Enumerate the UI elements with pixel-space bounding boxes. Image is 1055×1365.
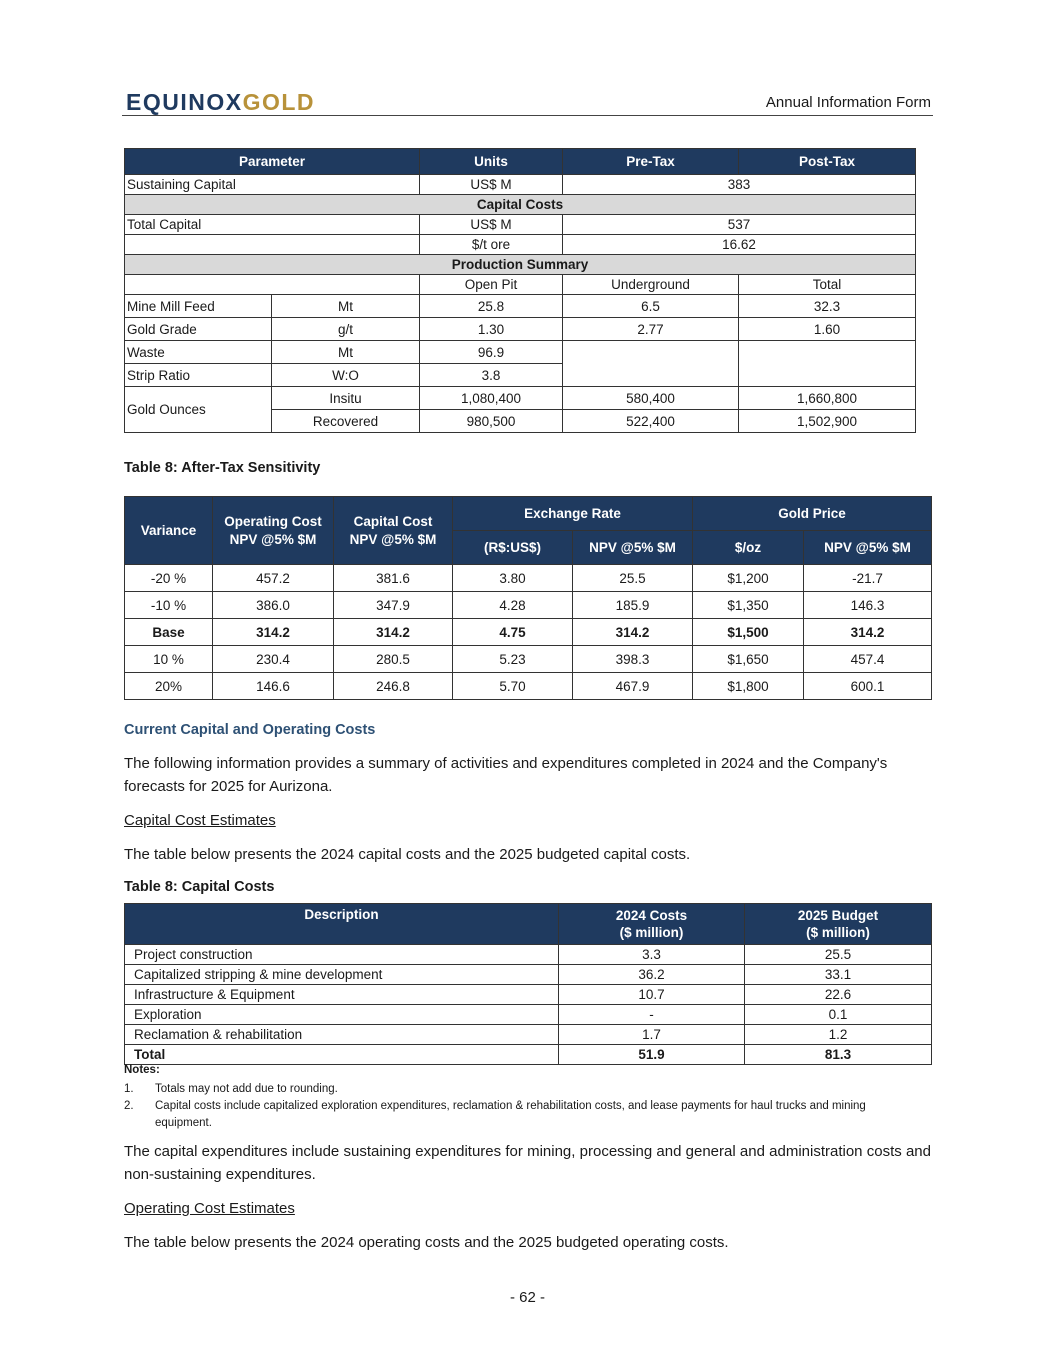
subheader-open-pit: Open Pit (420, 275, 563, 295)
table-row (125, 646, 932, 673)
col-header-2024-costs (559, 904, 745, 945)
table-row (125, 295, 916, 318)
page-number: - 62 - (509, 1289, 545, 1306)
table-row (125, 985, 932, 1005)
cell-value: 2.77 (563, 318, 739, 341)
cell-unit: g/t (272, 318, 420, 341)
cell-value: 32.3 (739, 295, 916, 318)
row-label: Total (125, 1045, 559, 1065)
cell-value: 1.30 (420, 318, 563, 341)
capex-subheading: Capital Cost Estimates (124, 812, 276, 829)
header-line: ($ million) (806, 925, 870, 940)
row-label-empty (125, 235, 420, 255)
table-caption-sensitivity: Table 8: After-Tax Sensitivity (124, 460, 321, 476)
table-cell: 246.8 (334, 673, 453, 700)
cell-unit: Mt (272, 341, 420, 364)
cell-value: 1,080,400 (420, 387, 563, 410)
table-cell: 457.2 (213, 565, 334, 592)
header-line: 2025 Budget (797, 908, 879, 923)
col-header-variance: Variance (125, 497, 213, 565)
cell-unit: Recovered (272, 410, 420, 433)
cell-unit: Mt (272, 295, 420, 318)
col-header-gold-price: Gold Price (693, 497, 932, 531)
col-header-exchange-rate: Exchange Rate (453, 497, 693, 531)
table-cell: $1,500 (693, 619, 804, 646)
after-tax-sensitivity-table (124, 496, 932, 700)
table-row (125, 341, 916, 364)
cell-unit: W:O (272, 364, 420, 387)
table-caption-capital-costs: Table 8: Capital Costs (124, 879, 275, 895)
cell-value: 537 (563, 215, 916, 235)
subheader-underground: Underground (563, 275, 739, 295)
table-cell: 146.6 (213, 673, 334, 700)
table-notes (124, 1062, 904, 1132)
intro-paragraph: The following information provides a summary of activities and expenditures completed in 2024 and the Company's forecasts for 2025 for Aurizona. (124, 755, 888, 795)
note-item (124, 1098, 904, 1132)
table-header-row (125, 904, 932, 945)
row-label: Mine Mill Feed (125, 295, 272, 318)
band-row (125, 195, 916, 215)
row-label: Strip Ratio (125, 364, 272, 387)
cell-value: 3.8 (420, 364, 563, 387)
row-label: Gold Grade (125, 318, 272, 341)
table-cell: 20% (125, 673, 213, 700)
table-cell: 36.2 (559, 965, 745, 985)
table-row (125, 565, 932, 592)
row-label: Infrastructure & Equipment (125, 985, 559, 1005)
opex-subheading: Operating Cost Estimates (124, 1200, 295, 1217)
table-cell: -10 % (125, 592, 213, 619)
capital-costs-table (124, 903, 932, 1065)
table-cell: 81.3 (745, 1045, 932, 1065)
header-line: 2024 Costs (615, 908, 688, 923)
row-label: Reclamation & rehabilitation (125, 1025, 559, 1045)
table-cell: 5.23 (453, 646, 573, 673)
col-header-posttax: Post-Tax (739, 149, 916, 175)
table-row (125, 235, 916, 255)
table-cell: $1,350 (693, 592, 804, 619)
table-cell: 5.70 (453, 673, 573, 700)
col-header-description: Description (125, 904, 559, 945)
table-row (125, 945, 932, 965)
cell-value: 16.62 (563, 235, 916, 255)
table-row (125, 275, 916, 295)
col-header-npv-exchange: NPV @5% $M (573, 531, 693, 565)
table-cell: 3.80 (453, 565, 573, 592)
cell-unit: US$ M (420, 175, 563, 195)
note-text: Capital costs include capitalized exploration expenditures, reclamation & rehabilitation costs, and lease payments for haul trucks and mining equipment. (155, 1100, 866, 1129)
capex-paragraph: The capital expenditures include sustaining expenditures for mining, processing and general and administration costs and non-sustaining expenditures. (124, 1143, 931, 1183)
table-cell: 22.6 (745, 985, 932, 1005)
table-cell: Base (125, 619, 213, 646)
subheader-total: Total (739, 275, 916, 295)
cell-value: 1,502,900 (739, 410, 916, 433)
table-cell: 10.7 (559, 985, 745, 1005)
row-label: Capitalized stripping & mine development (125, 965, 559, 985)
table-cell: 4.28 (453, 592, 573, 619)
cell-value: 1,660,800 (739, 387, 916, 410)
table-cell: 381.6 (334, 565, 453, 592)
table-row (125, 1025, 932, 1045)
document-title: Annual Information Form (765, 94, 931, 111)
band-production-summary: Production Summary (125, 255, 916, 275)
table-cell: - (559, 1005, 745, 1025)
table-cell: 314.2 (573, 619, 693, 646)
table-cell: 1.7 (559, 1025, 745, 1045)
col-header-rate: (R$:US$) (453, 531, 573, 565)
table-cell: 314.2 (334, 619, 453, 646)
table-cell: 1.2 (745, 1025, 932, 1045)
band-row (125, 255, 916, 275)
table-cell: $1,800 (693, 673, 804, 700)
col-header-oz: $/oz (693, 531, 804, 565)
col-header-pretax: Pre-Tax (563, 149, 739, 175)
table-cell: $1,200 (693, 565, 804, 592)
row-label: Total Capital (125, 215, 420, 235)
note-item (124, 1081, 904, 1098)
note-number: 1. (124, 1083, 134, 1095)
table-cell: $1,650 (693, 646, 804, 673)
col-header-parameter: Parameter (125, 149, 420, 175)
cell-empty (125, 275, 420, 295)
row-label: Project construction (125, 945, 559, 965)
table-cell: 398.3 (573, 646, 693, 673)
table-cell: 314.2 (213, 619, 334, 646)
table-header-row (125, 497, 932, 531)
table-cell: 33.1 (745, 965, 932, 985)
cell-value: 25.8 (420, 295, 563, 318)
table-row (125, 1005, 932, 1025)
table-cell: 0.1 (745, 1005, 932, 1025)
col-header-units: Units (420, 149, 563, 175)
equinox-gold-logo: EQUINOXGOLD (126, 89, 316, 115)
capex-intro-paragraph: The table below presents the 2024 capital costs and the 2025 budgeted capital costs. (124, 846, 691, 863)
table-cell: 457.4 (804, 646, 932, 673)
table-cell: 4.75 (453, 619, 573, 646)
table-cell: 314.2 (804, 619, 932, 646)
cell-value: 383 (563, 175, 916, 195)
table-cell: 347.9 (334, 592, 453, 619)
cell-value: 980,500 (420, 410, 563, 433)
note-number: 2. (124, 1100, 134, 1112)
table-row (125, 318, 916, 341)
table-row (125, 175, 916, 195)
note-text: Totals may not add due to rounding. (155, 1083, 338, 1095)
table-row (125, 673, 932, 700)
cell-value: 1.60 (739, 318, 916, 341)
opex-intro-paragraph: The table below presents the 2024 operating costs and the 2025 budgeted operating costs. (124, 1234, 729, 1251)
cell-empty (563, 341, 739, 387)
col-header-2025-budget (745, 904, 932, 945)
table-cell: 280.5 (334, 646, 453, 673)
economic-parameters-table (124, 148, 916, 433)
row-label: Waste (125, 341, 272, 364)
table-header-row (125, 149, 916, 175)
table-cell: -20 % (125, 565, 213, 592)
table-cell: 51.9 (559, 1045, 745, 1065)
cell-value: 6.5 (563, 295, 739, 318)
table-row-base (125, 619, 932, 646)
cell-unit: Insitu (272, 387, 420, 410)
table-row (125, 387, 916, 410)
table-cell: -21.7 (804, 565, 932, 592)
table-cell: 230.4 (213, 646, 334, 673)
cell-value: 96.9 (420, 341, 563, 364)
notes-heading: Notes: (124, 1064, 160, 1076)
table-cell: 386.0 (213, 592, 334, 619)
table-cell: 146.3 (804, 592, 932, 619)
header-line: ($ million) (619, 925, 684, 940)
col-header-npv-gold: NPV @5% $M (804, 531, 932, 565)
table-row (125, 592, 932, 619)
cell-value: 522,400 (563, 410, 739, 433)
table-row (125, 965, 932, 985)
table-cell: 600.1 (804, 673, 932, 700)
cell-empty (739, 341, 916, 387)
table-cell: 10 % (125, 646, 213, 673)
band-capital-costs: Capital Costs (125, 195, 916, 215)
row-label: Exploration (125, 1005, 559, 1025)
header-rule (122, 115, 933, 116)
cell-unit: $/t ore (420, 235, 563, 255)
row-label: Sustaining Capital (125, 175, 420, 195)
table-cell: 467.9 (573, 673, 693, 700)
table-cell: 185.9 (573, 592, 693, 619)
table-cell: 25.5 (745, 945, 932, 965)
cell-value: 580,400 (563, 387, 739, 410)
table-cell: 25.5 (573, 565, 693, 592)
section-heading: Current Capital and Operating Costs (124, 722, 376, 738)
col-header-capital-cost: Capital Cost NPV @5% $M (334, 497, 453, 565)
cell-unit: US$ M (420, 215, 563, 235)
table-cell: 3.3 (559, 945, 745, 965)
col-header-operating-cost: Operating Cost NPV @5% $M (213, 497, 334, 565)
table-row (125, 215, 916, 235)
row-label: Gold Ounces (125, 387, 272, 433)
